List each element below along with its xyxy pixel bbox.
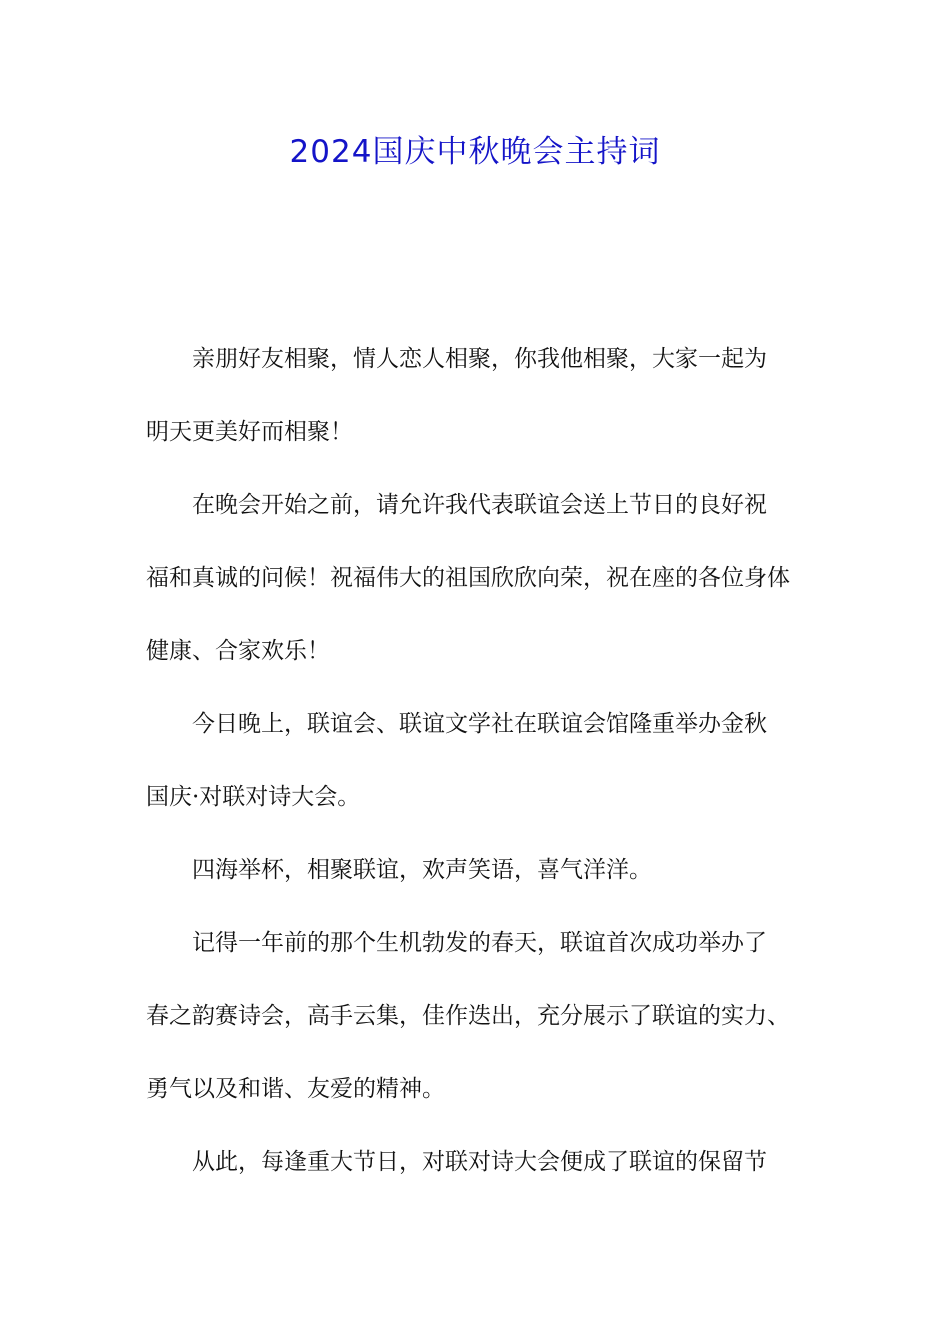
text-line: 春之韵赛诗会，高手云集，佳作迭出，充分展示了联谊的实力、: [146, 1003, 790, 1029]
text-line: 记得一年前的那个生机勃发的春天，联谊首次成功举办了: [192, 930, 767, 956]
paragraph-4: [146, 847, 818, 920]
text-line: 勇气以及和谐、友爱的精神。: [146, 1076, 445, 1102]
paragraph-6: [146, 1139, 818, 1212]
text-line: 在晚会开始之前，请允许我代表联谊会送上节日的良好祝: [192, 492, 767, 518]
text-line: 健康、合家欢乐！: [146, 638, 330, 664]
paragraph-1: [146, 336, 818, 482]
paragraph-2: [146, 482, 818, 701]
document-title: 2024国庆中秋晚会主持词: [289, 134, 661, 170]
text-line: 福和真诚的问候！祝福伟大的祖国欣欣向荣，祝在座的各位身体: [146, 565, 790, 591]
paragraph-3: [146, 701, 818, 847]
text-line: 从此，每逢重大节日，对联对诗大会便成了联谊的保留节: [192, 1149, 767, 1175]
text-line: 明天更美好而相聚！: [146, 419, 353, 445]
text-line: 四海举杯，相聚联谊，欢声笑语，喜气洋洋。: [192, 857, 652, 883]
text-line: 今日晚上，联谊会、联谊文学社在联谊会馆隆重举办金秋: [192, 711, 767, 737]
document-body: [146, 336, 818, 1212]
text-line: 国庆·对联对诗大会。: [146, 784, 361, 810]
text-line: 亲朋好友相聚，情人恋人相聚，你我他相聚，大家一起为: [192, 346, 767, 372]
paragraph-5: [146, 920, 818, 1139]
